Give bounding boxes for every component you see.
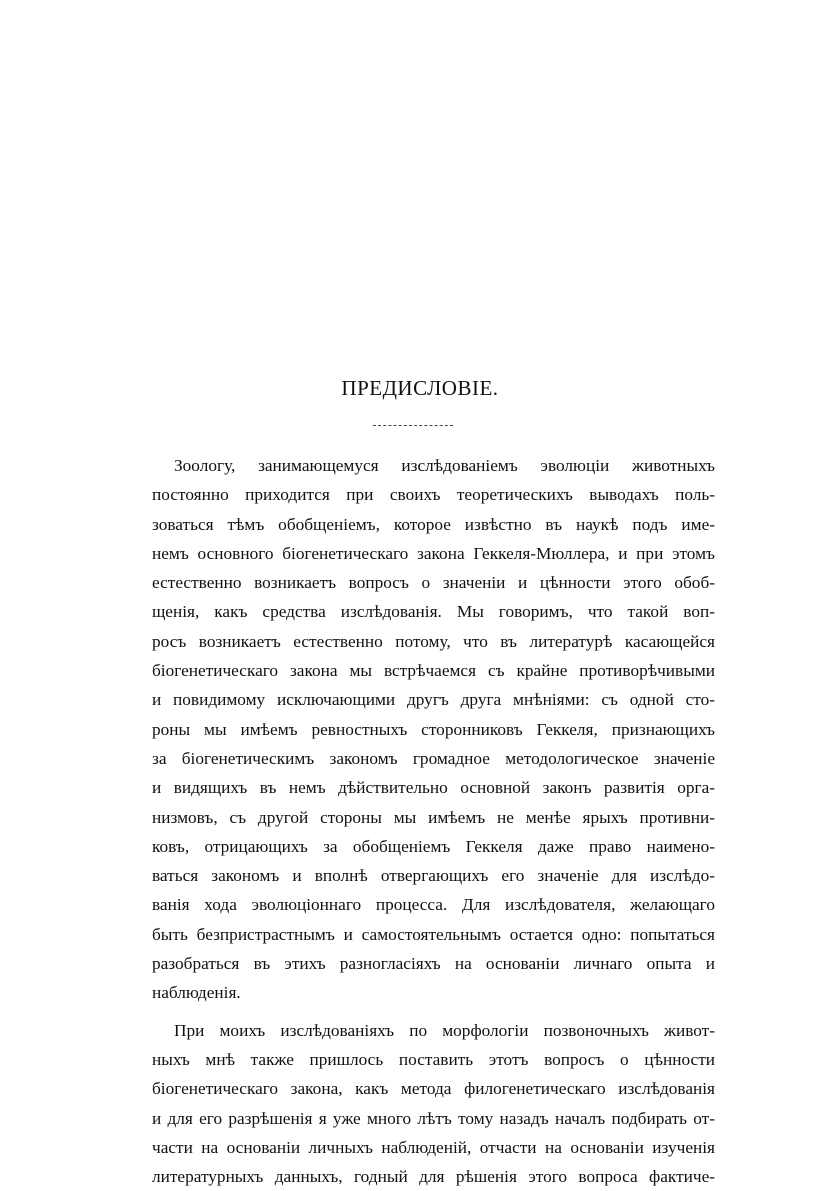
text-line: роны мы имѣемъ ревностныхъ сторонниковъ Геккеля, признающихъ	[152, 719, 715, 739]
text-line: При моихъ изслѣдованіяхъ по морфологіи позвоночныхъ живот-	[174, 1020, 715, 1040]
text-line: низмовъ, съ другой стороны мы имѣемъ не менѣе ярыхъ противни-	[152, 807, 715, 827]
text-line: росъ возникаетъ естественно потому, что въ литературѣ касающейся	[152, 631, 715, 651]
text-line: ныхъ мнѣ также пришлось поставить этотъ вопросъ о цѣнности	[152, 1049, 715, 1069]
text-line: наблюденія.	[152, 983, 241, 1003]
text-line: разобраться въ этихъ разногласіяхъ на основаніи личнаго опыта и	[152, 954, 715, 974]
text-line: біогенетическаго закона мы встрѣчаемся съ крайне противорѣчивыми	[152, 661, 715, 681]
text-line: Зоологу, занимающемуся изслѣдованіемъ эволюціи животныхъ	[174, 456, 715, 475]
text-line: части на основаніи личныхъ наблюденій, отчасти на основаніи изученія	[152, 1137, 715, 1157]
text-line: за біогенетическимъ закономъ громадное методологическое значеніе	[152, 748, 715, 768]
text-line: постоянно приходится при своихъ теоретическихъ выводахъ поль-	[152, 485, 715, 505]
text-line: ваться закономъ и вполнѣ отвергающихъ его значеніе для изслѣдо-	[152, 866, 715, 886]
text-line: немъ основного біогенетическаго закона Геккеля-Мюллера, и при этомъ	[152, 543, 715, 563]
text-line: литературныхъ данныхъ, годный для рѣшенія этого вопроса фактиче-	[152, 1167, 715, 1187]
text-line: ванія хода эволюціоннаго процесса. Для изслѣдователя, желающаго	[152, 895, 715, 915]
text-line: естественно возникаетъ вопросъ о значеніи и цѣнности этого обоб-	[152, 573, 715, 593]
body-text	[152, 451, 715, 1191]
text-line: и видящихъ въ немъ дѣйствительно основной законъ развитія орга-	[152, 778, 715, 798]
paragraph-2	[152, 1016, 715, 1191]
text-line: щенія, какъ средства изслѣдованія. Мы говоримъ, что такой воп-	[152, 602, 715, 622]
page-title: ПРЕДИСЛОВІЕ.	[341, 376, 499, 400]
text-line: быть безпристрастнымъ и самостоятельнымъ остается одно: попытаться	[152, 924, 715, 944]
text-line: ковъ, отрицающихъ за обобщеніемъ Геккеля даже право наимено-	[152, 836, 715, 856]
text-line: и для его разрѣшенія я уже много лѣтъ тому назадъ началъ подбирать от-	[152, 1108, 715, 1128]
text-line: и повидимому исключающими другъ друга мнѣніями: съ одной сто-	[152, 690, 715, 710]
text-line: зоваться тѣмъ обобщеніемъ, которое извѣстно въ наукѣ подъ име-	[152, 514, 715, 534]
title-divider	[373, 425, 453, 426]
text-line: біогенетическаго закона, какъ метода филогенетическаго изслѣдованія	[152, 1079, 715, 1099]
paragraph-1	[152, 451, 715, 1008]
